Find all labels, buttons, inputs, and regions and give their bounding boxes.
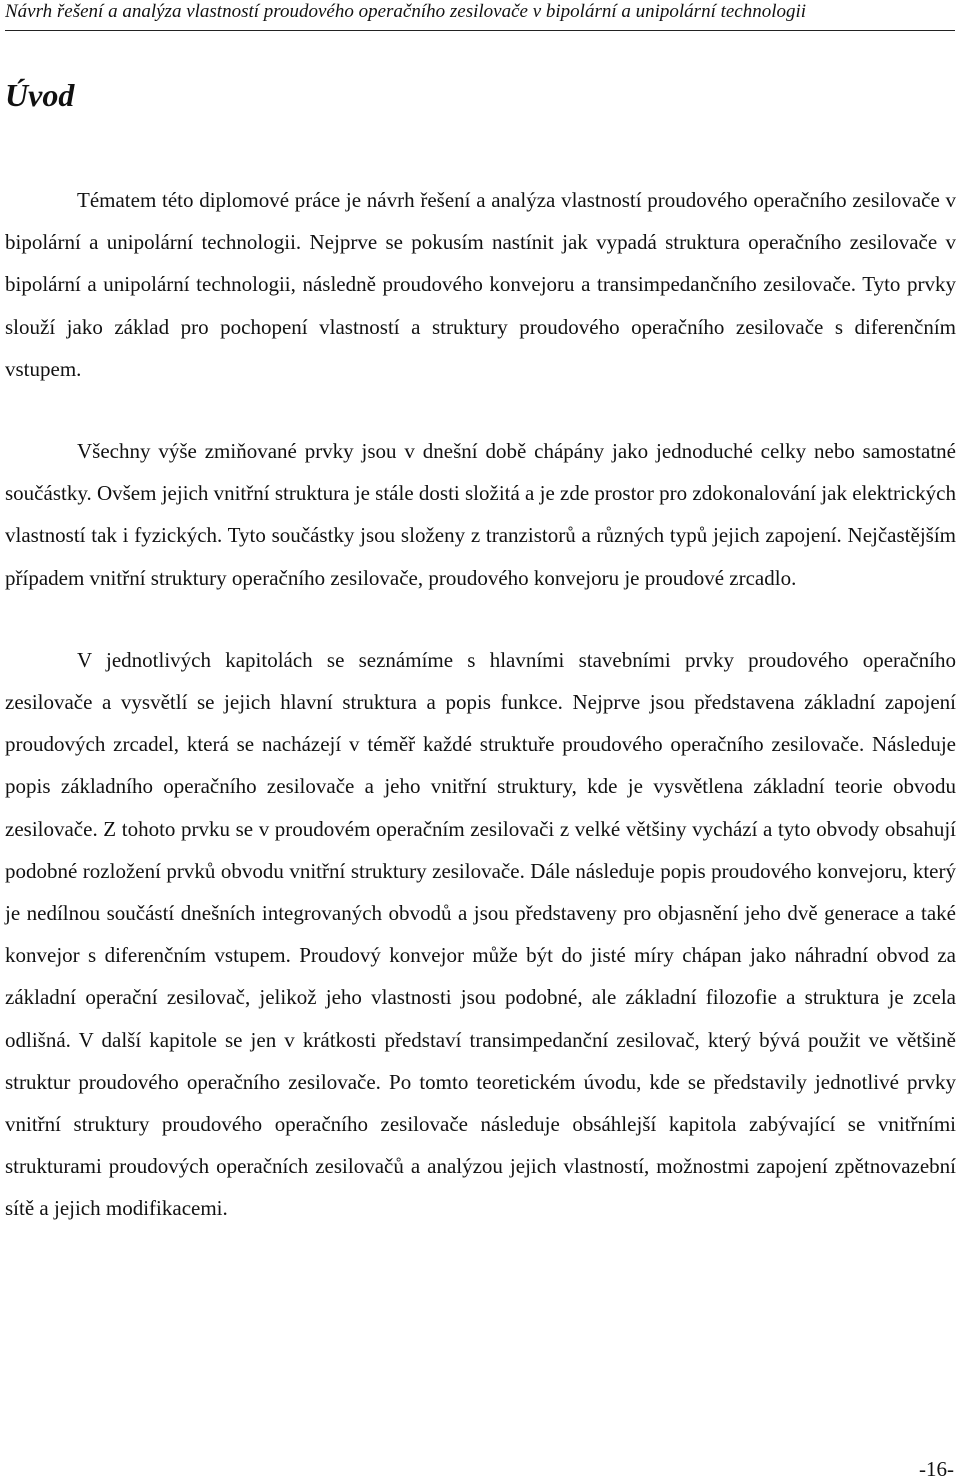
paragraph-1: Tématem této diplomové práce je návrh řešení a analýza vlastností proudového operačního zesilovače v bipolární a unipolární technologii. Nejprve se pokusím nastínit jak vypadá struktura operačního zesilovače v bipolární a unipolární technologii, následně proudového konvejoru a transimpedančního zesilovače. Tyto prvky slouží jako základ pro pochopení vlastností a struktury proudového operačního zesilovače s diferenčním vstupem.	[5, 188, 956, 381]
body-text	[5, 179, 956, 1270]
header-divider	[5, 30, 955, 31]
chapter-title: Úvod	[5, 77, 75, 113]
paragraph-2: Všechny výše zmiňované prvky jsou v dnešní době chápány jako jednoduché celky nebo samostatné součástky. Ovšem jejich vnitřní struktura je stále dosti složitá a je zde prostor pro zdokonalování jak elektrických vlastností tak i fyzických. Tyto součástky jsou složeny z tranzistorů a různých typů jejich zapojení. Nejčastějším případem vnitřní struktury operačního zesilovače, proudového konvejoru je proudové zrcadlo.	[5, 439, 956, 590]
running-header: Návrh řešení a analýza vlastností proudového operačního zesilovače v bipolární a unipolární technologii	[5, 1, 807, 22]
page-number: -16-	[919, 1457, 954, 1481]
paragraph-3: V jednotlivých kapitolách se seznámíme s hlavními stavebními prvky proudového operačního zesilovače a vysvětlí se jejich hlavní struktura a popis funkce. Nejprve jsou představena základní zapojení proudových zrcadel, která se nacházejí v téměř každé struktuře proudového operačního zesilovače. Následuje popis základního operačního zesilovače a jeho vnitřní struktury, kde je vysvětlena základní teorie obvodu zesilovače. Z tohoto prvku se v proudovém operačním zesilovači z velké většiny vychází a tyto obvody obsahují podobné rozložení prvků obvodu vnitřní struktury zesilovače. Dále následuje popis proudového konvejoru, který je nedílnou součástí dnešních integrovaných obvodů a jsou představeny pro objasnění jeho dvě generace a také konvejor s diferenčním vstupem. Proudový konvejor může být do jisté míry chápan jako náhradní obvod za základní operační zesilovač, jelikož jeho vlastnosti jsou podobné, ale základní filozofie a struktura je zcela odlišná. V další kapitole se jen v krátkosti představí transimpedanční zesilovač, který bývá použit ve většině struktur proudového operačního zesilovače. Po tomto teoretickém úvodu, kde se představily jednotlivé prvky vnitřní struktury proudového operačního zesilovače následuje obsáhlejší kapitola zabývající se vnitřními strukturami proudových operačních zesilovačů a analýzou jejich vlastností, možnostmi zapojení zpětnovazební sítě a jejich modifikacemi.	[5, 647, 956, 1221]
